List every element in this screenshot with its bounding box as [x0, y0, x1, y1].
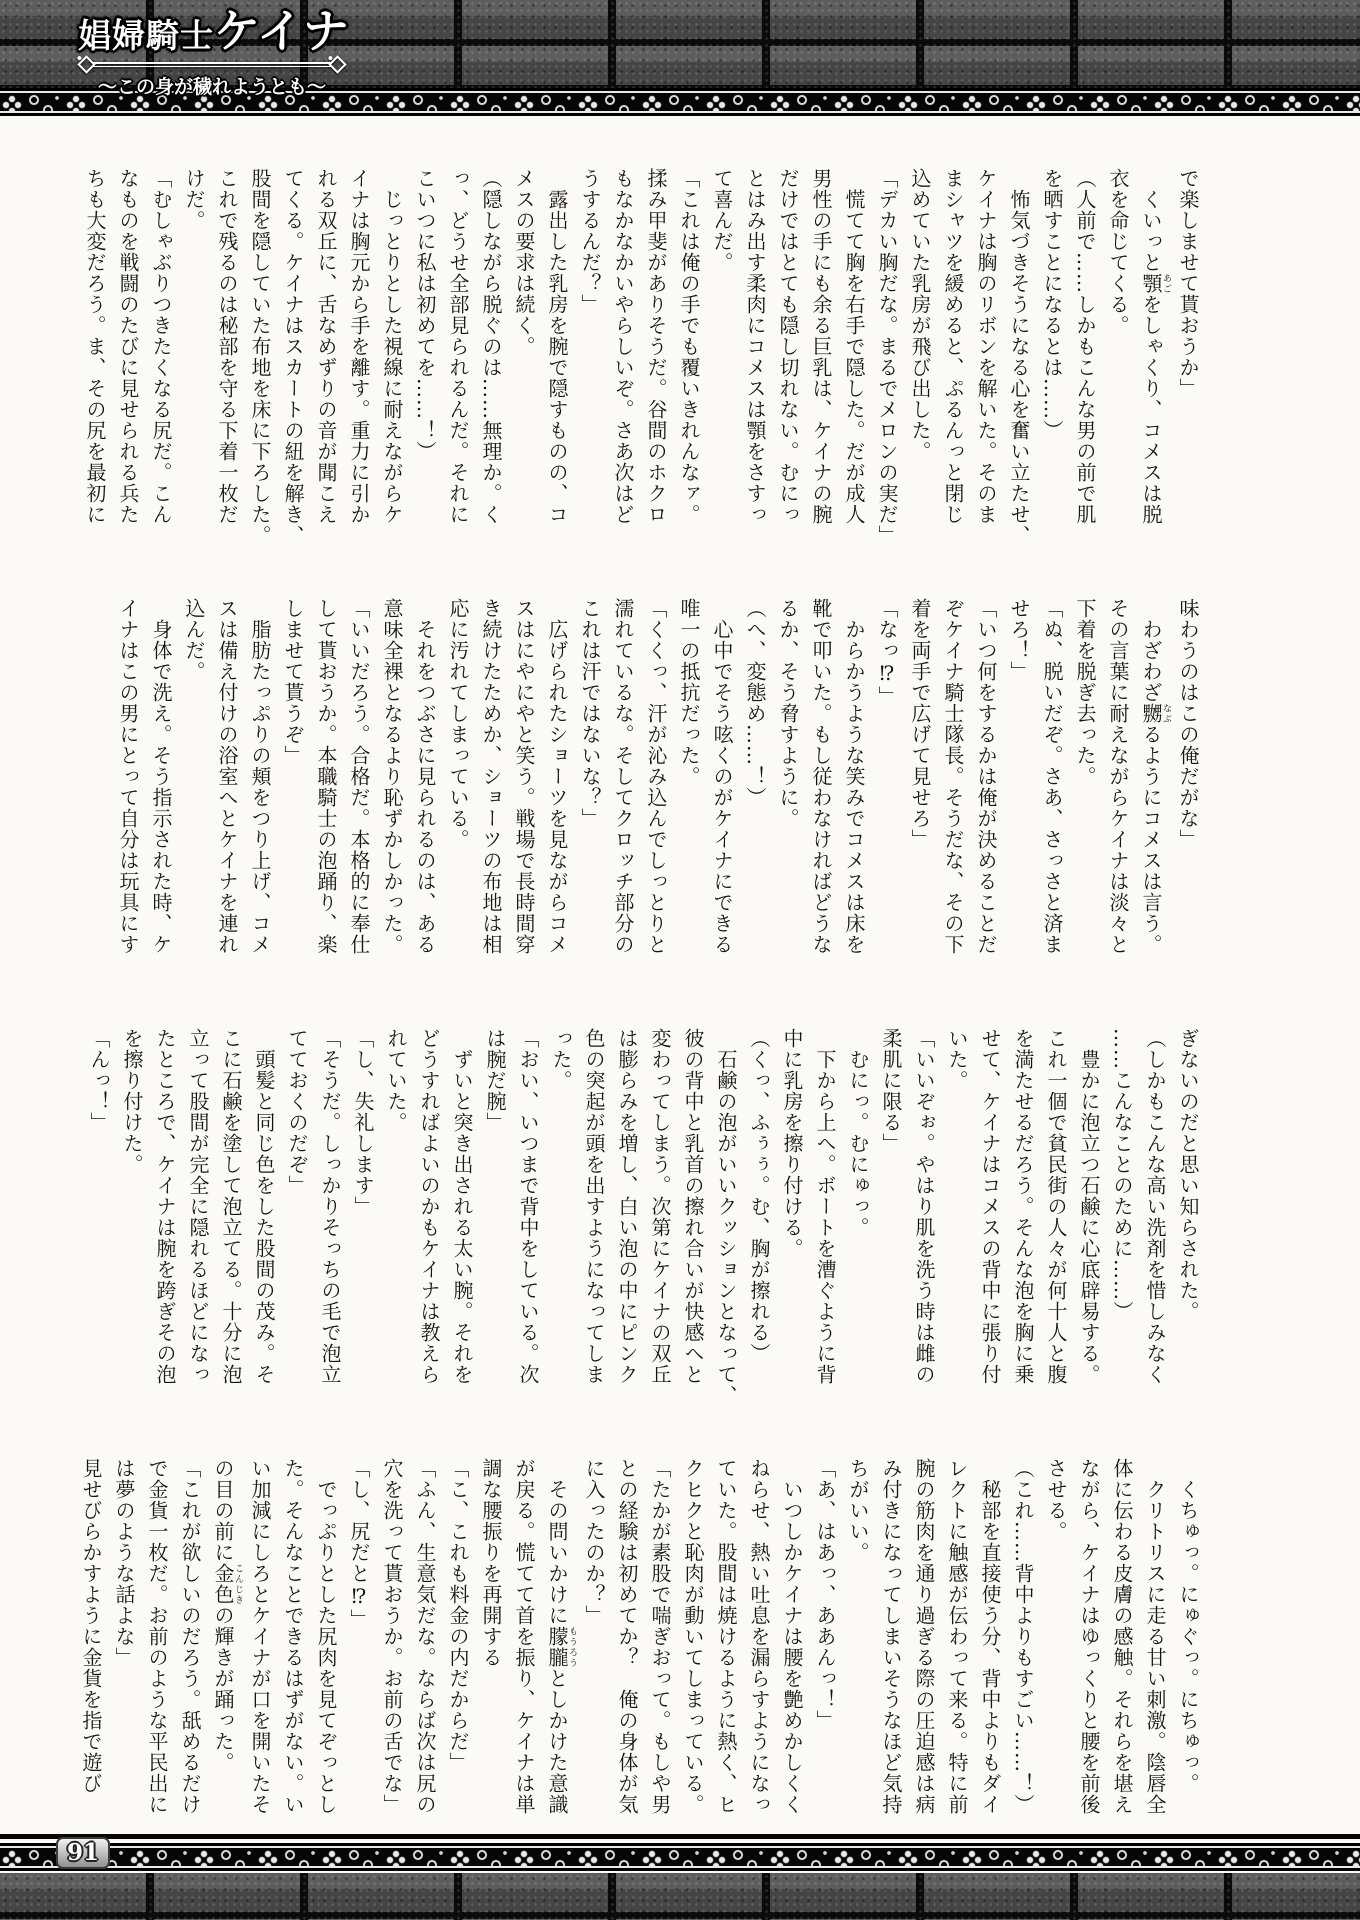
text-column: 「いいぞぉ。やはり肌を洗う時は雌の — [912, 1028, 936, 1385]
footer-rule — [0, 1834, 1360, 1839]
text-column: それをつぶさに見られるのは、ある — [413, 598, 437, 955]
text-column: させる。 — [1044, 1458, 1068, 1542]
text-column: スはにやにやと笑う。戦場で長時間穿 — [512, 598, 536, 955]
text-column: 衣を命じてくる。 — [1106, 168, 1130, 336]
text-column: てておくのだぞ」 — [285, 1028, 309, 1196]
text-column: いた。 — [945, 1028, 969, 1091]
text-column: これで残るのは秘部を守る下着一枚だ — [215, 168, 239, 525]
text-column: ケイナは胸のリボンを解いた。そのま — [974, 168, 998, 525]
text-column: 「ぬ、脱いだぞ。さあ、さっさと済ま — [1040, 598, 1064, 955]
text-column: ていた。股間は焼けるように熱く、ヒ — [714, 1458, 738, 1815]
text-column: たところで、ケイナは腕を跨ぎその泡 — [153, 1028, 177, 1385]
text-column: 「むしゃぶりつきたくなる尻だ。こん — [149, 168, 173, 525]
text-column: （くっ、ふぅぅ。む、胸が擦れる） — [747, 1028, 771, 1364]
text-band-3 — [56, 1028, 1204, 1426]
series-title-rule — [80, 58, 344, 71]
text-column: 込めていた乳房が飛び出した。 — [908, 168, 932, 462]
text-column: ぎないのだと思い知らされた。 — [1176, 1028, 1200, 1322]
text-column: これは汗ではないな？」 — [578, 598, 602, 829]
text-column: レクトに触感が伝わって来る。特に前 — [945, 1458, 969, 1815]
text-column: でっぷりとした尻肉を見てぞっとし — [314, 1458, 338, 1815]
text-column: 立って股間が完全に隠れるほどになっ — [186, 1028, 210, 1385]
text-column: は夢のような話よな」 — [112, 1458, 136, 1668]
text-column: けだ。 — [182, 168, 206, 231]
text-column: 下着を脱ぎ去った。 — [1073, 598, 1097, 787]
text-column: 腕の筋肉を通り過ぎる際の圧迫感は病 — [912, 1458, 936, 1815]
text-column: ぞケイナ騎士隊長。そうだな、その下 — [941, 598, 965, 955]
text-column: 心中でそう呟くのがケイナにできる — [710, 598, 734, 955]
text-column: 「くくっ、汗が沁み込んでしっとりと — [644, 598, 668, 955]
text-column: を擦り付けた。 — [120, 1028, 144, 1175]
footer-brick-texture — [0, 1873, 1360, 1920]
rule-ornament-left-icon — [77, 55, 95, 73]
text-column: を満たせるだろう。そんな泡を胸に乗 — [1011, 1028, 1035, 1385]
text-band-4 — [56, 1458, 1204, 1856]
text-column: 脂肪たっぷりの頬をつり上げ、コメ — [248, 598, 272, 955]
text-column: 「ふん、生意気だな。ならば次は尻の — [413, 1458, 437, 1815]
text-column: 中に乳房を擦り付ける。 — [780, 1028, 804, 1259]
text-column: これ一個で貧民街の人々が何十人と腹 — [1044, 1028, 1068, 1385]
text-column: 「これが欲しいのだろう。舐めるだけ — [178, 1458, 202, 1815]
text-column: せて、ケイナはコメスの背中に張り付 — [978, 1028, 1002, 1385]
text-column: 意味全裸となるより恥ずかしかった。 — [380, 598, 404, 955]
text-column: こいつに私は初めてを……！） — [413, 168, 437, 462]
series-title-block — [78, 4, 349, 99]
text-column: イナはこの男にとって自分は玩具にす — [116, 598, 140, 955]
text-column: 股間を隠していた布地を床に下ろした。 — [248, 168, 272, 546]
text-column: 石鹸の泡がいいクッションとなって、 — [714, 1028, 738, 1406]
text-column: 変わってしまう。次第にケイナの双丘 — [648, 1028, 672, 1385]
rule-line — [93, 62, 331, 67]
text-column: 込んだ。 — [182, 598, 206, 682]
text-column: 「いいだろう。合格だ。本格的に奉仕 — [347, 598, 371, 955]
text-column: っ、どうせ全部見られるんだ。それに — [446, 168, 470, 525]
text-column: して貰おうか。本職騎士の泡踊り、楽 — [314, 598, 338, 955]
text-column: （へ、変態め……！） — [743, 598, 767, 808]
text-column: 「これは俺の手でも覆いきれんなァ。 — [677, 168, 701, 525]
text-column: 調な腰振りを再開する — [479, 1458, 503, 1668]
text-column: き続けたためか、ショーツの布地は相 — [479, 598, 503, 955]
text-column: くちゅっ。にゅぐっ。にちゅっ。 — [1176, 1458, 1200, 1794]
text-column: クヒクと恥肉が動いてしまっている。 — [681, 1458, 705, 1815]
text-column: 揉み甲斐がありそうだ。谷間のホクロ — [644, 168, 668, 525]
text-column: 見せびらかすように金貨を指で遊び — [79, 1458, 103, 1794]
text-column: 広げられたショーツを見ながらコメ — [545, 598, 569, 955]
text-column: 豊かに泡立つ石鹸に心底辟易する。 — [1077, 1028, 1101, 1385]
text-column: （これ……背中よりもすごい……！） — [1011, 1458, 1035, 1815]
text-column: スは備え付けの浴室へとケイナを連れ — [215, 598, 239, 955]
series-subtitle: 〜この身が穢れようとも〜 — [97, 76, 326, 98]
text-column: ちも大変だろう。ま、その尻を最初に — [83, 168, 107, 525]
text-column: メスの要求は続く。 — [512, 168, 536, 357]
text-column: わざわざ嬲なぶるようにコメスは言う。 — [1139, 598, 1171, 955]
text-column: 「デカい胸だな。まるでメロンの実だ」 — [875, 168, 899, 546]
text-column: に入ったのか？」 — [582, 1458, 606, 1626]
text-column: て喜んだ。 — [710, 168, 734, 273]
text-column: しませて貰うぞ」 — [281, 598, 305, 766]
text-column: 怖気づきそうになる心を奮い立たせ、 — [1007, 168, 1031, 546]
text-column: 秘部を直接使う分、背中よりもダイ — [978, 1458, 1002, 1815]
text-column: 穴を洗って貰おうか。お前の舌でな」 — [380, 1458, 404, 1815]
text-column: 露出した乳房を腕で隠すものの、コ — [545, 168, 569, 525]
text-column: 彼の背中と乳首の擦れ合いが快感へと — [681, 1028, 705, 1385]
text-column: ……こんなことのために……） — [1110, 1028, 1134, 1322]
text-column: 体に伝わる皮膚の感触。それらを堪え — [1110, 1458, 1134, 1815]
text-column: （隠しながら脱ぐのは……無理か。く — [479, 168, 503, 525]
text-column: ずいと突き出される太い腕。それを — [450, 1028, 474, 1385]
text-column: 靴で叩いた。もし従わなければどうな — [809, 598, 833, 955]
text-column: その問いかけに朦朧もうろうとしかけた意識 — [545, 1458, 577, 1815]
text-column: 「おい、いつまで背中をしている。次 — [516, 1028, 540, 1385]
text-column: 男性の手にも余る巨乳は、ケイナの腕 — [809, 168, 833, 525]
text-column: との経験は初めてか？ 俺の身体が気 — [615, 1458, 639, 1815]
text-column: くいっと顎あごをしゃくり、コメスは脱 — [1139, 168, 1171, 525]
text-column: むにっ。むにゅっ。 — [846, 1028, 870, 1238]
text-column: まシャツを緩めると、ぷるんっと閉じ — [941, 168, 965, 525]
text-column: 頭髪と同じ色をした股間の茂み。そ — [252, 1028, 276, 1385]
text-column: 身体で洗え。そう指示された時、ケ — [149, 598, 173, 955]
text-column: れる双丘に、舌なめずりの音が聞こえ — [314, 168, 338, 525]
text-column: い加減にしろとケイナが口を開いたそ — [248, 1458, 272, 1815]
text-column: 濡れているな。そしてクロッチ部分の — [611, 598, 635, 955]
text-column: れていた。 — [384, 1028, 408, 1133]
text-column: み付きになってしまいそうなほど気持 — [879, 1458, 903, 1815]
ornament-border-bottom — [0, 1843, 1360, 1871]
text-column: を晒すことになるとは……） — [1040, 168, 1064, 441]
text-column: うするんだ？」 — [578, 168, 602, 315]
text-column: 慌てて胸を右手で隠した。だが成人 — [842, 168, 866, 525]
text-column: 「こ、これも料金の内だからだ」 — [446, 1458, 470, 1773]
text-column: とはみ出す柔肉にコメスは顎をさすっ — [743, 168, 767, 525]
text-column: で楽しませて貰おうか」 — [1176, 168, 1200, 399]
text-column: からかうような笑みでコメスは床を — [842, 598, 866, 955]
text-column: もなかなかいやらしいぞ。さあ次はど — [611, 168, 635, 525]
text-column: った。 — [549, 1028, 573, 1091]
text-column: の目の前に金色こんじきの輝きが踊った。 — [211, 1458, 243, 1773]
page-number-tab — [56, 1837, 110, 1869]
text-column: ちがいい。 — [846, 1458, 870, 1563]
text-column: 「そうだ。しっかりそっちの毛で泡立 — [318, 1028, 342, 1385]
text-column: 「なっ⁉」 — [875, 598, 899, 707]
text-column: てくる。ケイナはスカートの紐を解き、 — [281, 168, 305, 546]
text-column: 「んっ！」 — [87, 1028, 111, 1133]
text-band-1 — [56, 168, 1204, 566]
text-column: ながら、ケイナはゆっくりと腰を前後 — [1077, 1458, 1101, 1815]
rule-ornament-right-icon — [328, 55, 346, 73]
text-column: 柔肌に限る」 — [879, 1028, 903, 1154]
text-column: で金貨一枚だ。お前のような平民出に — [145, 1458, 169, 1815]
text-column: 下から上へ。ボートを漕ぐように背 — [813, 1028, 837, 1385]
text-column: いつしかケイナは腰を艶めかしくく — [780, 1458, 804, 1815]
text-column: 「し、尻だと⁉」 — [347, 1458, 371, 1630]
text-column: は腕だ腕」 — [483, 1028, 507, 1133]
text-column: 「し、失礼します」 — [351, 1028, 375, 1217]
series-title-name: ケイナ — [214, 4, 349, 58]
text-column: 応に汚れてしまっている。 — [446, 598, 470, 850]
text-column: 味わうのはこの俺だがな」 — [1176, 598, 1200, 850]
text-column: るか、そう脅すように。 — [776, 598, 800, 829]
page-number: 91 — [67, 1839, 100, 1866]
text-column: 唯一の抵抗だった。 — [677, 598, 701, 787]
text-column: ねらせ、熱い吐息を漏らすようになっ — [747, 1458, 771, 1815]
series-title-main: 娼婦騎士 — [78, 16, 214, 55]
text-column: こに石鹸を塗して泡立てる。十分に泡 — [219, 1028, 243, 1385]
text-column: 着を両手で広げて見せろ」 — [908, 598, 932, 850]
series-title — [78, 4, 349, 58]
text-column: だけではとても隠し切れない。むにっ — [776, 168, 800, 525]
text-column: その言葉に耐えながらケイナは淡々と — [1106, 598, 1130, 955]
text-column: は膨らみを増し、白い泡の中にピンク — [615, 1028, 639, 1385]
text-column: どうすればよいのかもケイナは教えら — [417, 1028, 441, 1385]
text-column: （人前で……しかもこんな男の前で肌 — [1073, 168, 1097, 525]
text-band-2 — [56, 598, 1204, 996]
text-column: 「たかが素股で喘ぎおって。もしや男 — [648, 1458, 672, 1815]
text-column: なものを戦闘のたびに見せられる兵た — [116, 168, 140, 525]
text-column: 「いつ何をするかは俺が決めることだ — [974, 598, 998, 955]
text-column: 「あ、はあっ、ああんっ！」 — [813, 1458, 837, 1731]
text-column: イナは胸元から手を離す。重力に引か — [347, 168, 371, 525]
text-column: が戻る。慌てて首を振り、ケイナは単 — [512, 1458, 536, 1815]
text-column: た。そんなことできるはずがない。い — [281, 1458, 305, 1815]
text-column: （しかもこんな高い洗剤を惜しみなく — [1143, 1028, 1167, 1385]
text-column: 色の突起が頭を出すようになってしま — [582, 1028, 606, 1385]
text-column: クリトリスに走る甘い刺激。陰唇全 — [1143, 1458, 1167, 1815]
text-column: せろ！」 — [1007, 598, 1031, 682]
text-column: じっとりとした視線に耐えながらケ — [380, 168, 404, 525]
